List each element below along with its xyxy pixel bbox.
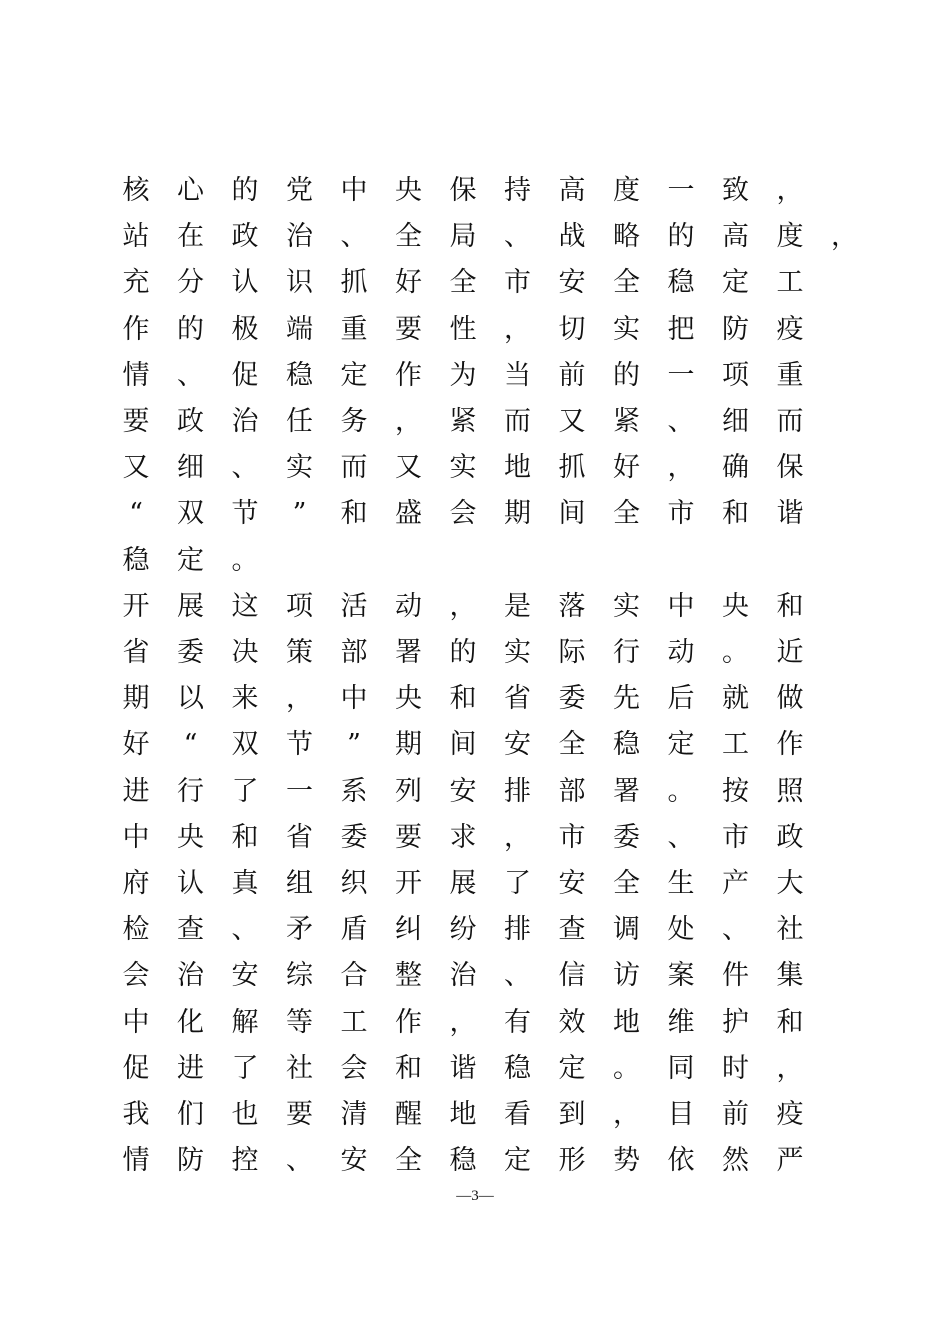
text-char: 而 bbox=[504, 406, 531, 437]
text-char: 治 bbox=[286, 221, 313, 253]
text-char: 端 bbox=[286, 313, 313, 345]
text-char: 势 bbox=[613, 1145, 640, 1177]
text-char: 极 bbox=[231, 313, 259, 345]
text-char: 防 bbox=[722, 313, 749, 345]
text-char: 访 bbox=[613, 960, 640, 992]
text-char: 社 bbox=[286, 1052, 313, 1084]
text-char: 和 bbox=[722, 498, 749, 530]
text-char: ， bbox=[449, 590, 477, 622]
text-char: 安 bbox=[449, 775, 477, 807]
text-char: 稳 bbox=[667, 267, 695, 299]
text-char: 又 bbox=[395, 452, 422, 484]
text-char: 形 bbox=[558, 1145, 586, 1177]
text-char: 是 bbox=[504, 590, 531, 622]
text-char: 中 bbox=[122, 821, 150, 853]
text-char: 谐 bbox=[776, 498, 804, 530]
text-char: 度 bbox=[613, 175, 640, 206]
text-char: 实 bbox=[613, 313, 640, 345]
text-char: 行 bbox=[613, 637, 640, 668]
text-char: 、 bbox=[231, 452, 259, 484]
text-char: 分 bbox=[177, 267, 204, 299]
text-char: 一 bbox=[286, 775, 313, 807]
text-char: 清 bbox=[340, 1099, 368, 1130]
text-char: 稳 bbox=[286, 359, 313, 391]
text-char: 节 bbox=[231, 498, 259, 530]
text-line bbox=[0, 915, 950, 961]
text-char: 地 bbox=[504, 452, 531, 484]
text-char: 要 bbox=[395, 821, 422, 853]
text-char: 大 bbox=[776, 868, 804, 899]
text-char: 全 bbox=[613, 868, 640, 899]
text-char: 纷 bbox=[449, 914, 477, 946]
text-char: 列 bbox=[395, 775, 422, 807]
text-char: 的 bbox=[231, 175, 259, 206]
text-char: 、 bbox=[177, 359, 204, 391]
text-char: 间 bbox=[558, 498, 586, 530]
text-char: 安 bbox=[340, 1145, 368, 1177]
text-char: 要 bbox=[122, 406, 150, 437]
text-char: 矛 bbox=[286, 914, 313, 946]
text-char: 署 bbox=[395, 637, 422, 668]
text-line bbox=[0, 592, 950, 638]
text-char: 求 bbox=[449, 821, 477, 853]
text-char: 委 bbox=[558, 683, 586, 715]
text-char: 全 bbox=[613, 498, 640, 530]
text-char: 的 bbox=[449, 637, 477, 668]
text-char: 活 bbox=[340, 590, 368, 622]
text-char: 疫 bbox=[776, 313, 804, 345]
text-char: 安 bbox=[231, 960, 259, 992]
text-char: 看 bbox=[504, 1099, 531, 1130]
text-char: 盾 bbox=[340, 914, 368, 946]
text-char: 解 bbox=[231, 1006, 259, 1038]
text-char: 要 bbox=[286, 1099, 313, 1130]
text-line bbox=[0, 638, 950, 684]
text-char: 来 bbox=[231, 683, 259, 715]
text-char: 醒 bbox=[395, 1099, 422, 1130]
text-char: 定 bbox=[504, 1145, 531, 1177]
text-char: 促 bbox=[122, 1052, 150, 1084]
text-char: 和 bbox=[231, 821, 259, 853]
text-char: 同 bbox=[667, 1052, 695, 1084]
page-number: —3— bbox=[456, 1188, 494, 1204]
text-char: 策 bbox=[286, 637, 313, 668]
text-char: ， bbox=[449, 1006, 477, 1038]
text-char: 细 bbox=[177, 452, 204, 484]
text-char: 作 bbox=[395, 1006, 422, 1038]
text-char: 又 bbox=[558, 406, 586, 437]
text-char: 、 bbox=[667, 406, 695, 437]
text-char: 实 bbox=[286, 452, 313, 484]
text-char: 央 bbox=[722, 590, 749, 622]
text-char: 进 bbox=[122, 775, 150, 807]
text-char: 委 bbox=[177, 637, 204, 668]
text-char: 央 bbox=[395, 683, 422, 715]
text-char: 和 bbox=[340, 498, 368, 530]
text-char: ， bbox=[395, 406, 422, 437]
text-char: 、 bbox=[231, 914, 259, 946]
text-char: 站 bbox=[122, 221, 150, 253]
text-char: 全 bbox=[449, 267, 477, 299]
text-char: 务 bbox=[340, 406, 368, 437]
text-char: 情 bbox=[122, 1145, 150, 1177]
text-char: 案 bbox=[667, 960, 695, 992]
text-char: 把 bbox=[667, 313, 695, 345]
text-char: 省 bbox=[504, 683, 531, 715]
text-char: 定 bbox=[177, 544, 204, 576]
text-char: 度 bbox=[776, 221, 804, 253]
text-char: 实 bbox=[613, 590, 640, 622]
text-char: 切 bbox=[558, 313, 586, 345]
text-char: 决 bbox=[231, 637, 259, 668]
text-char: 致 bbox=[722, 175, 749, 206]
text-char: 持 bbox=[504, 175, 531, 206]
text-char: 紧 bbox=[613, 406, 640, 437]
text-char: 中 bbox=[340, 175, 368, 206]
text-line bbox=[0, 869, 950, 915]
text-char: 和 bbox=[776, 1006, 804, 1038]
text-char: 和 bbox=[449, 683, 477, 715]
text-char: 间 bbox=[449, 729, 477, 761]
text-char: 护 bbox=[722, 1006, 749, 1038]
text-char: 我 bbox=[122, 1099, 150, 1130]
text-char: “ bbox=[129, 498, 143, 530]
text-char: 近 bbox=[776, 637, 804, 668]
text-char: 真 bbox=[231, 868, 259, 899]
text-char: 中 bbox=[122, 1006, 150, 1038]
text-char: 安 bbox=[558, 267, 586, 299]
text-char: 省 bbox=[286, 821, 313, 853]
text-char: 紧 bbox=[449, 406, 477, 437]
text-char: 。 bbox=[613, 1052, 640, 1084]
text-char: 了 bbox=[504, 868, 531, 899]
text-char: 好 bbox=[122, 729, 150, 761]
text-char: 中 bbox=[340, 683, 368, 715]
text-char: 化 bbox=[177, 1006, 204, 1038]
text-char: 际 bbox=[558, 637, 586, 668]
text-char: 、 bbox=[504, 221, 531, 253]
text-char: 部 bbox=[558, 775, 586, 807]
text-char: 严 bbox=[776, 1145, 804, 1177]
text-char: 定 bbox=[667, 729, 695, 761]
text-char: 保 bbox=[776, 452, 804, 484]
text-char: 抓 bbox=[340, 267, 368, 299]
text-char: 在 bbox=[177, 221, 204, 253]
text-char: 党 bbox=[286, 175, 313, 206]
text-char: 会 bbox=[122, 960, 150, 992]
text-char: ， bbox=[613, 1099, 640, 1130]
text-char: 。 bbox=[231, 544, 259, 576]
text-line bbox=[0, 1008, 950, 1054]
text-char: 展 bbox=[449, 868, 477, 899]
text-char: 件 bbox=[722, 960, 749, 992]
text-char: 稳 bbox=[613, 729, 640, 761]
text-char: 委 bbox=[340, 821, 368, 853]
text-char: 市 bbox=[504, 267, 531, 299]
text-line bbox=[0, 268, 950, 314]
text-char: 工 bbox=[776, 267, 804, 299]
text-char: 中 bbox=[667, 590, 695, 622]
text-char: 市 bbox=[722, 821, 749, 853]
text-char: 促 bbox=[231, 359, 259, 391]
text-line bbox=[0, 499, 950, 545]
text-char: 以 bbox=[177, 683, 204, 715]
text-char: 就 bbox=[722, 683, 749, 715]
text-char: 好 bbox=[395, 267, 422, 299]
text-char: 部 bbox=[340, 637, 368, 668]
text-char: 而 bbox=[340, 452, 368, 484]
text-char: 要 bbox=[395, 313, 422, 345]
text-char: 工 bbox=[340, 1006, 368, 1038]
text-char: 防 bbox=[177, 1145, 204, 1177]
text-char: 安 bbox=[504, 729, 531, 761]
text-char: 全 bbox=[395, 1145, 422, 1177]
text-char: 核 bbox=[122, 175, 150, 206]
text-char: 性 bbox=[449, 313, 477, 345]
text-char: 府 bbox=[122, 868, 150, 899]
text-char: 了 bbox=[231, 775, 259, 807]
text-char: 时 bbox=[722, 1052, 749, 1084]
text-char: 的 bbox=[177, 313, 204, 345]
text-char: 地 bbox=[449, 1099, 477, 1130]
text-char: 开 bbox=[122, 590, 150, 622]
text-line bbox=[0, 1054, 950, 1100]
text-char: 社 bbox=[776, 914, 804, 946]
text-char: 、 bbox=[286, 1145, 313, 1177]
text-char: 的 bbox=[613, 359, 640, 391]
text-char: 全 bbox=[395, 221, 422, 253]
text-char: 合 bbox=[340, 960, 368, 992]
text-char: 识 bbox=[286, 267, 313, 299]
text-char: 组 bbox=[286, 868, 313, 899]
text-char: 进 bbox=[177, 1052, 204, 1084]
text-char: 集 bbox=[776, 960, 804, 992]
text-line bbox=[0, 1100, 950, 1146]
text-char: 期 bbox=[122, 683, 150, 715]
text-char: 双 bbox=[177, 498, 204, 530]
text-char: 等 bbox=[286, 1006, 313, 1038]
text-char: 又 bbox=[122, 452, 150, 484]
text-char: 稳 bbox=[449, 1145, 477, 1177]
text-char: 和 bbox=[395, 1052, 422, 1084]
text-char: 。 bbox=[722, 637, 749, 668]
text-char: 高 bbox=[558, 175, 586, 206]
text-char: 作 bbox=[122, 313, 150, 345]
text-char: 。 bbox=[667, 775, 695, 807]
text-char: 当 bbox=[504, 359, 531, 391]
text-char: 细 bbox=[722, 406, 749, 437]
text-char: 和 bbox=[776, 590, 804, 622]
text-char: 高 bbox=[722, 221, 749, 253]
text-char: 这 bbox=[231, 590, 259, 622]
text-char: 查 bbox=[177, 914, 204, 946]
text-char: 目 bbox=[667, 1099, 695, 1130]
text-char: 行 bbox=[177, 775, 204, 807]
text-char: 先 bbox=[613, 683, 640, 715]
text-char: 有 bbox=[504, 1006, 531, 1038]
text-char: 、 bbox=[667, 821, 695, 853]
text-char: 盛 bbox=[395, 498, 422, 530]
text-char: 稳 bbox=[504, 1052, 531, 1084]
text-char: ， bbox=[504, 821, 531, 853]
text-line bbox=[0, 823, 950, 869]
text-char: 节 bbox=[286, 729, 313, 761]
text-char: 谐 bbox=[449, 1052, 477, 1084]
text-char: 略 bbox=[613, 221, 640, 253]
text-char: 调 bbox=[613, 914, 640, 946]
text-char: 双 bbox=[231, 729, 259, 761]
text-char: 重 bbox=[340, 313, 368, 345]
text-char: 的 bbox=[667, 221, 695, 253]
text-char: 依 bbox=[667, 1145, 695, 1177]
text-char: 期 bbox=[504, 498, 531, 530]
text-char: 全 bbox=[558, 729, 586, 761]
text-line bbox=[0, 361, 950, 407]
text-char: ” bbox=[292, 498, 307, 530]
text-line bbox=[0, 777, 950, 823]
text-char: 生 bbox=[667, 868, 695, 899]
text-line bbox=[0, 315, 950, 361]
text-char: 信 bbox=[558, 960, 586, 992]
text-char: 而 bbox=[776, 406, 804, 437]
text-char: 开 bbox=[395, 868, 422, 899]
text-char: 做 bbox=[776, 683, 804, 715]
text-char: 系 bbox=[340, 775, 368, 807]
text-char: 织 bbox=[340, 868, 368, 899]
text-char: 实 bbox=[449, 452, 477, 484]
text-char: 安 bbox=[558, 868, 586, 899]
text-char: 一 bbox=[667, 175, 695, 206]
text-char: “ bbox=[183, 729, 198, 761]
text-char: 综 bbox=[286, 960, 313, 992]
text-char: 任 bbox=[286, 406, 313, 437]
text-char: 前 bbox=[558, 359, 586, 391]
text-line bbox=[0, 730, 950, 776]
text-char: 确 bbox=[722, 452, 749, 484]
text-char: 后 bbox=[667, 683, 695, 715]
text-char: 、 bbox=[340, 221, 368, 253]
text-char: 认 bbox=[231, 267, 259, 299]
text-char: 好 bbox=[613, 452, 640, 484]
text-char: 也 bbox=[231, 1099, 259, 1130]
text-char: 作 bbox=[395, 359, 422, 391]
text-char: 保 bbox=[449, 175, 477, 206]
text-char: 展 bbox=[177, 590, 204, 622]
text-char: 治 bbox=[177, 960, 204, 992]
text-char: 前 bbox=[722, 1099, 749, 1130]
text-line bbox=[0, 546, 950, 592]
text-char: 央 bbox=[177, 821, 204, 853]
text-char: 心 bbox=[177, 175, 204, 206]
text-char: 会 bbox=[449, 498, 477, 530]
text-char: 定 bbox=[340, 359, 368, 391]
text-char: ， bbox=[667, 452, 695, 484]
text-char: 认 bbox=[177, 868, 204, 899]
text-char: 期 bbox=[395, 729, 422, 761]
text-char: 为 bbox=[449, 359, 477, 391]
text-char: 工 bbox=[722, 729, 749, 761]
text-char: 定 bbox=[558, 1052, 586, 1084]
text-char: 情 bbox=[122, 359, 150, 391]
text-char: ， bbox=[286, 683, 313, 715]
text-char: 产 bbox=[722, 868, 749, 899]
text-line bbox=[0, 222, 950, 268]
text-char: 效 bbox=[558, 1006, 586, 1038]
text-char: 然 bbox=[722, 1145, 749, 1177]
text-char: 省 bbox=[122, 637, 150, 668]
text-char: 了 bbox=[231, 1052, 259, 1084]
text-char: ， bbox=[504, 313, 531, 345]
text-char: 查 bbox=[558, 914, 586, 946]
text-char: 局 bbox=[449, 221, 477, 253]
text-line bbox=[0, 684, 950, 730]
text-char: 实 bbox=[504, 637, 531, 668]
text-char: 疫 bbox=[776, 1099, 804, 1130]
text-char: 动 bbox=[667, 637, 695, 668]
text-char: 们 bbox=[177, 1099, 204, 1130]
text-char: 抓 bbox=[558, 452, 586, 484]
text-char: 排 bbox=[504, 775, 531, 807]
text-char: 检 bbox=[122, 914, 150, 946]
text-char: ， bbox=[776, 1052, 804, 1084]
text-char: 重 bbox=[776, 359, 804, 391]
text-char: 战 bbox=[558, 221, 586, 253]
text-char: ， bbox=[831, 221, 858, 253]
text-char: 动 bbox=[395, 590, 422, 622]
text-char: 治 bbox=[449, 960, 477, 992]
text-char: 央 bbox=[395, 175, 422, 206]
text-char: 定 bbox=[722, 267, 749, 299]
text-char: 委 bbox=[613, 821, 640, 853]
text-char: 整 bbox=[395, 960, 422, 992]
text-char: 全 bbox=[613, 267, 640, 299]
text-char: 按 bbox=[722, 775, 749, 807]
text-char: 市 bbox=[667, 498, 695, 530]
text-char: 纠 bbox=[395, 914, 422, 946]
text-char: ， bbox=[776, 175, 804, 206]
text-char: 治 bbox=[231, 406, 259, 437]
text-char: ” bbox=[347, 729, 361, 761]
text-char: 处 bbox=[667, 914, 695, 946]
text-char: 地 bbox=[613, 1006, 640, 1038]
text-char: 项 bbox=[722, 359, 749, 391]
text-char: 、 bbox=[722, 914, 749, 946]
text-char: 充 bbox=[122, 267, 150, 299]
text-line bbox=[0, 961, 950, 1007]
text-char: 落 bbox=[558, 590, 586, 622]
text-char: 、 bbox=[504, 960, 531, 992]
text-line bbox=[0, 407, 950, 453]
text-char: 政 bbox=[776, 821, 804, 853]
text-char: 控 bbox=[231, 1145, 259, 1177]
text-char: 排 bbox=[504, 914, 531, 946]
text-char: 到 bbox=[558, 1099, 586, 1130]
text-line bbox=[0, 176, 950, 222]
text-char: 项 bbox=[286, 590, 313, 622]
text-char: 照 bbox=[776, 775, 804, 807]
text-char: 会 bbox=[340, 1052, 368, 1084]
text-char: 署 bbox=[613, 775, 640, 807]
text-char: 政 bbox=[177, 406, 204, 437]
text-char: 一 bbox=[667, 359, 695, 391]
text-char: 稳 bbox=[122, 544, 150, 576]
text-char: 作 bbox=[776, 729, 804, 761]
text-char: 政 bbox=[231, 221, 259, 253]
text-char: 维 bbox=[667, 1006, 695, 1038]
text-char: 市 bbox=[558, 821, 586, 853]
text-line bbox=[0, 453, 950, 499]
